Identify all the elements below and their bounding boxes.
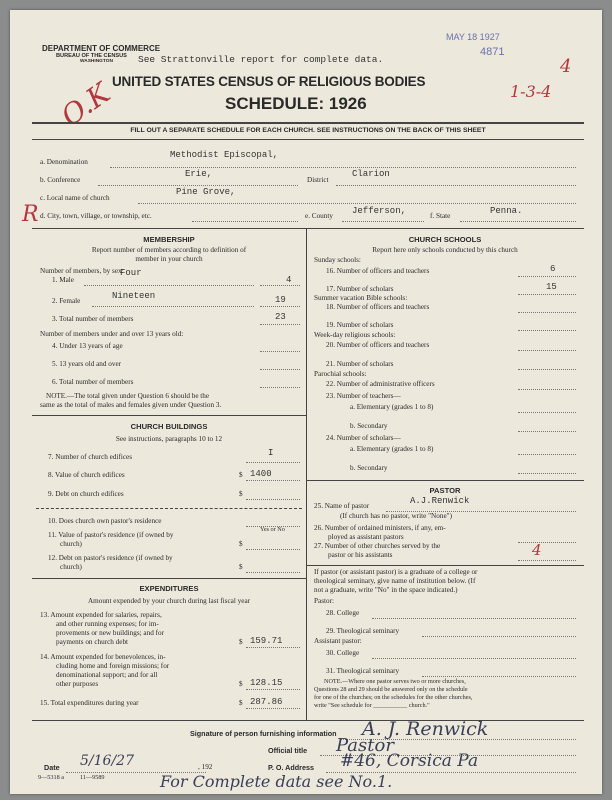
q15-value[interactable]: 287.86 — [250, 697, 283, 707]
q24a-label: a. Elementary (grades 1 to 8) — [350, 445, 434, 453]
rule-under-title — [32, 122, 584, 124]
membership-heading: MEMBERSHIP — [143, 235, 195, 244]
q21-label: 21. Number of scholars — [326, 360, 394, 368]
q2-female-value[interactable]: 19 — [275, 295, 286, 305]
yes-or-no-hint: Yes or No — [260, 526, 285, 533]
q11-dollar: $ — [239, 540, 243, 548]
bottom-handwritten-note: For Complete data see No.1. — [160, 772, 393, 791]
q10-residence-label: 10. Does church own pastor's residence — [48, 517, 162, 525]
rule-above-signature — [32, 720, 584, 721]
date-value[interactable]: 5/16/27 — [80, 753, 134, 769]
q2-female-label: 2. Female — [52, 297, 81, 305]
graduate-note-3: not a graduate, write "No" in the space indicated.) — [314, 586, 458, 594]
handwritten-r-mark: R — [22, 202, 39, 227]
q24b-label: b. Secondary — [350, 464, 388, 472]
pastor-note-2: Questions 28 and 29 should be answered only on the schedule — [314, 686, 468, 693]
q5-over-13-label: 5. 13 years old and over — [52, 360, 122, 368]
city-label: d. City, town, village, or township, etc. — [40, 212, 152, 220]
pastor-note-1: NOTE.—Where one pastor serves two or more churches, — [324, 678, 466, 685]
church-schools-sub: Report here only schools conducted by this church — [372, 246, 518, 254]
q31-label: 31. Theological seminary — [326, 667, 400, 675]
q25-sub: (If church has no pastor, write "None") — [340, 512, 452, 520]
q25-pastor-name[interactable]: A.J.Renwick — [410, 496, 470, 506]
pastor-note-3: for one of the churches; on the schedules for the other churches, — [314, 694, 473, 701]
q13-label-2: and other running expenses; for im- — [56, 620, 159, 628]
denomination-label: a. Denomination — [40, 158, 88, 166]
official-title-value[interactable]: Pastor — [336, 735, 394, 756]
county-value[interactable]: Jefferson, — [352, 206, 407, 216]
q13-label-1: 13. Amount expended for salaries, repairs, — [40, 611, 162, 619]
q14-dollar: $ — [239, 680, 243, 688]
q15-label: 15. Total expenditures during year — [40, 699, 139, 707]
q8-value[interactable]: 1400 — [250, 469, 272, 479]
q2-female-words[interactable]: Nineteen — [112, 291, 156, 301]
washington-label: WASHINGTON — [80, 59, 113, 64]
department-label: DEPARTMENT OF COMMERCE — [42, 44, 161, 53]
print-code-2: 11—9589 — [80, 774, 105, 781]
q1-male-label: 1. Male — [52, 276, 74, 284]
state-value[interactable]: Penna. — [490, 206, 523, 216]
q8-dollar: $ — [239, 471, 243, 479]
stamp-number: 4871 — [480, 46, 505, 58]
signature-value[interactable]: A. J. Renwick — [362, 718, 489, 740]
handwritten-ok-mark: O.K — [55, 76, 116, 133]
q27-value[interactable]: 4 — [532, 541, 542, 559]
date-label: Date — [44, 763, 60, 772]
q9-debt-label: 9. Debt on church edifices — [48, 490, 124, 498]
q14-label-3: denominational support; and for all — [56, 671, 158, 679]
church-buildings-heading: CHURCH BUILDINGS — [130, 422, 208, 431]
q24-label: 24. Number of scholars— — [326, 434, 401, 442]
county-label: e. County — [305, 212, 333, 220]
q25-label: 25. Name of pastor — [314, 502, 370, 510]
q23-label: 23. Number of teachers— — [326, 392, 401, 400]
q1-male-value[interactable]: 4 — [286, 275, 292, 285]
q16-label: 16. Number of officers and teachers — [326, 267, 430, 275]
q8-value-label: 8. Value of church edifices — [48, 471, 125, 479]
q18-label: 18. Number of officers and teachers — [326, 303, 430, 311]
po-address-label: P. O. Address — [268, 763, 314, 772]
census-schedule-page — [10, 10, 602, 794]
official-title-label: Official title — [268, 746, 308, 755]
q12-label-1: 12. Debt on pastor's residence (if owned by — [48, 554, 173, 562]
separate-schedule-instruction: FILL OUT A SEPARATE SCHEDULE FOR EACH CHURCH. SEE INSTRUCTIONS ON THE BACK OF THIS SHEET — [130, 127, 486, 134]
print-code-1: 9—5318 a — [38, 774, 64, 781]
q27-label-1: 27. Number of other churches served by the — [314, 542, 441, 550]
schedule-title: SCHEDULE: 1926 — [225, 94, 367, 113]
handwritten-code: 1-3-4 — [510, 82, 552, 101]
graduate-note-2: theological seminary, give name of institution below. (If — [314, 577, 476, 585]
q7-edifices-label: 7. Number of church edifices — [48, 453, 133, 461]
q23b-label: b. Secondary — [350, 422, 388, 430]
q12-dollar: $ — [239, 563, 243, 571]
q1-male-words[interactable]: Four — [120, 268, 142, 278]
year-suffix: , 192 — [198, 763, 213, 771]
q9-dollar: $ — [239, 490, 243, 498]
q26-label-1: 26. Number of ordained ministers, if any, em- — [314, 524, 446, 532]
membership-sub-2: member in your church — [135, 255, 203, 263]
typed-strattonville-note: See Strattonville report for complete data. — [138, 54, 384, 65]
denomination-value[interactable]: Methodist Episcopal, — [170, 150, 279, 160]
q15-dollar: $ — [239, 699, 243, 707]
weekday-schools-label: Week-day religious schools: — [314, 331, 396, 339]
conference-label: b. Conference — [40, 176, 81, 184]
graduate-note-1: If pastor (or assistant pastor) is a graduate of a college or — [314, 568, 478, 576]
parochial-schools-label: Parochial schools: — [314, 370, 367, 378]
handwritten-corner-mark: 4 — [560, 56, 572, 77]
membership-sub-1: Report number of members according to definition of — [91, 246, 247, 254]
q29-label: 29. Theological seminary — [326, 627, 400, 635]
q12-label-2: church) — [60, 563, 82, 571]
received-date-stamp: MAY 18 1927 — [446, 32, 500, 42]
q28-label: 28. College — [326, 609, 360, 617]
bureau-label: BUREAU OF THE CENSUS — [56, 53, 127, 59]
q26-label-2: ployed as assistant pastors — [328, 533, 404, 541]
q16-value[interactable]: 6 — [550, 264, 556, 274]
state-label: f. State — [430, 212, 451, 220]
q14-value[interactable]: 128.15 — [250, 678, 283, 688]
q11-label-1: 11. Value of pastor's residence (if owned by — [48, 531, 174, 539]
church-schools-heading: CHURCH SCHOOLS — [408, 235, 482, 244]
q30-label: 30. College — [326, 649, 360, 657]
age-intro-label: Number of members under and over 13 years old: — [40, 330, 184, 338]
rule-under-instruction — [32, 139, 584, 140]
q14-label-4: other purposes — [56, 680, 99, 688]
rule-above-sections — [32, 228, 584, 229]
q3-total-label: 3. Total number of members — [52, 315, 134, 323]
expenditures-sub: Amount expended by your church during last fiscal year — [87, 597, 251, 605]
q3-total-value[interactable]: 23 — [275, 312, 286, 322]
q13-label-4: payments on church debt — [56, 638, 129, 646]
po-address-value[interactable]: #46, Corsica Pa — [340, 751, 479, 771]
q7-edifices-value[interactable]: I — [268, 448, 274, 458]
sunday-schools-label: Sunday schools: — [314, 256, 361, 264]
pastor-note-4: write "See schedule for ___________ church." — [314, 702, 430, 709]
q17-value[interactable]: 15 — [546, 282, 557, 292]
district-label: District — [307, 176, 329, 184]
q14-label-1: 14. Amount expended for benevolences, in- — [40, 653, 166, 661]
q13-dollar: $ — [239, 638, 243, 646]
membership-note-2: same as the total of males and females given under Question 3. — [40, 401, 222, 409]
column-divider — [306, 228, 307, 720]
pastor-heading: PASTOR — [429, 486, 461, 495]
local-name-value[interactable]: Pine Grove, — [176, 187, 236, 197]
q17-label: 17. Number of scholars — [326, 285, 394, 293]
q27-label-2: pastor or his assistants — [328, 551, 393, 559]
district-value[interactable]: Clarion — [352, 169, 390, 179]
expenditures-heading: EXPENDITURES — [139, 584, 199, 593]
q23a-label: a. Elementary (grades 1 to 8) — [350, 403, 434, 411]
local-name-label: c. Local name of church — [40, 194, 110, 202]
membership-note-1: NOTE.—The total given under Question 6 should be the — [46, 392, 210, 400]
pastor-sub-label: Pastor: — [314, 597, 334, 605]
summer-schools-label: Summer vacation Bible schools: — [314, 294, 408, 302]
q20-label: 20. Number of officers and teachers — [326, 341, 430, 349]
signature-label: Signature of person furnishing information — [190, 729, 337, 738]
church-buildings-sub: See instructions, paragraphs 10 to 12 — [115, 435, 223, 443]
assistant-pastor-label: Assistant pastor: — [314, 637, 362, 645]
conference-value[interactable]: Erie, — [185, 169, 213, 179]
members-by-sex-label: Number of members, by sex: — [40, 267, 124, 275]
q13-label-3: provements or new buildings; and for — [56, 629, 164, 637]
q6-total-label: 6. Total number of members — [52, 378, 134, 386]
form-title: UNITED STATES CENSUS OF RELIGIOUS BODIES — [112, 74, 426, 89]
q14-label-2: cluding home and foreign missions; for — [56, 662, 170, 670]
q19-label: 19. Number of scholars — [326, 321, 394, 329]
q4-under-13-label: 4. Under 13 years of age — [52, 342, 123, 350]
q22-label: 22. Number of administrative officers — [326, 380, 435, 388]
q13-value[interactable]: 159.71 — [250, 636, 283, 646]
q11-label-2: church) — [60, 540, 82, 548]
